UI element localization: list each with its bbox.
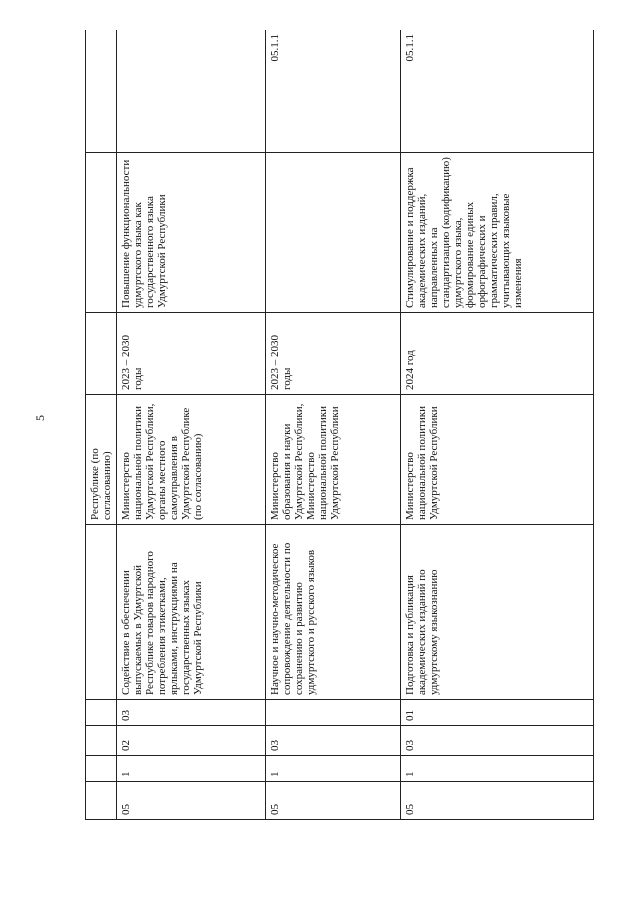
table-row <box>86 30 117 820</box>
cell-top-7 <box>86 313 117 395</box>
table-row <box>401 30 594 820</box>
cell-indicator: 05.1.1 <box>401 30 594 153</box>
cell-indicator <box>117 30 266 153</box>
table-region <box>85 30 605 820</box>
page-number: 5 <box>33 415 47 421</box>
cell-activity-name: Содействие в обеспечении выпускаемых в Удмуртской Республике товаров народного потребления этикетками, ярлыками, инструкциями на государственных языках Удмуртской Республики <box>117 525 266 700</box>
cell-top-5 <box>86 525 117 700</box>
cell-period: 2023 – 2030 годы <box>117 313 266 395</box>
cell-top-executor-continued: Республике (по согласованию) <box>86 395 117 525</box>
cell-activity-name: Научное и научно-методическое сопровождение деятельности по сохранению и развитию удмуртского и русского языков <box>266 525 401 700</box>
cell-code-program: 05 <box>117 782 266 820</box>
cell-executor: Министерство национальной политики Удмуртской Республики <box>401 395 594 525</box>
rotated-table-container <box>85 30 605 820</box>
cell-code-event: 01 <box>401 700 594 726</box>
cell-top-8 <box>86 153 117 313</box>
cell-expected-result <box>266 153 401 313</box>
cell-expected-result: Повышение функциональности удмуртского языка как государственного языка Удмуртской Республики <box>117 153 266 313</box>
cell-top-1 <box>86 782 117 820</box>
cell-code-subprogram: 1 <box>401 756 594 782</box>
cell-expected-result: Стимулирование и поддержка академических изданий, направленных на стандартизацию (кодификацию) удмуртского языка, формирование единых орфографических и грамматических правил, учитывающих языковые изменения <box>401 153 594 313</box>
cell-indicator: 05.1.1 <box>266 30 401 153</box>
table-row <box>266 30 401 820</box>
cell-code-program: 05 <box>401 782 594 820</box>
cell-code-program: 05 <box>266 782 401 820</box>
cell-executor: Министерство национальной политики Удмуртской Республики, органы местного самоуправления в Удмуртской Республике (по согласованию) <box>117 395 266 525</box>
cell-code-main-event: 02 <box>117 726 266 756</box>
cell-activity-name: Подготовка и публикация академических изданий по удмуртскому языкознанию <box>401 525 594 700</box>
cell-top-3 <box>86 726 117 756</box>
cell-period: 2023 – 2030 годы <box>266 313 401 395</box>
cell-code-subprogram: 1 <box>117 756 266 782</box>
table-row <box>117 30 266 820</box>
cell-top-4 <box>86 700 117 726</box>
cell-code-subprogram: 1 <box>266 756 401 782</box>
cell-code-main-event: 03 <box>401 726 594 756</box>
cell-code-main-event: 03 <box>266 726 401 756</box>
cell-period: 2024 год <box>401 313 594 395</box>
cell-executor: Министерство образования и науки Удмуртской Республики, Министерство национальной политики Удмуртской Республики <box>266 395 401 525</box>
program-activities-table <box>85 30 594 820</box>
cell-code-event: 03 <box>117 700 266 726</box>
cell-code-event <box>266 700 401 726</box>
cell-top-9 <box>86 30 117 153</box>
cell-top-2 <box>86 756 117 782</box>
